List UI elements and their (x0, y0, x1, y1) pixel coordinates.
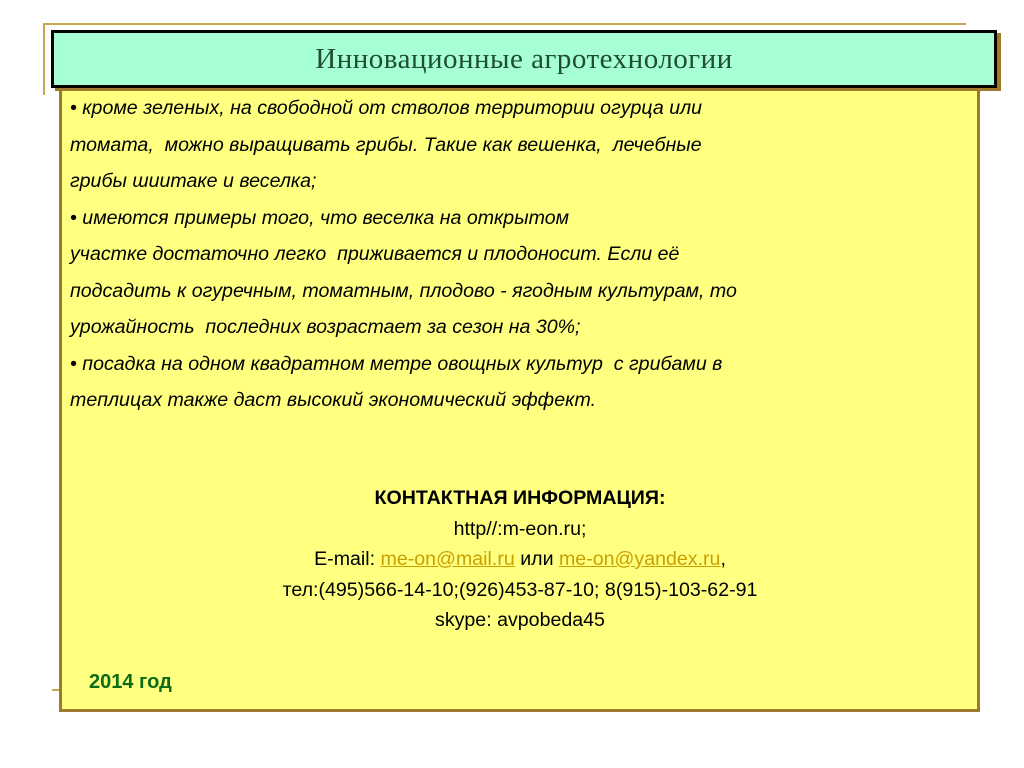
body-line: теплицах также даст высокий экономический эффект. (70, 389, 597, 411)
contact-phones: тел:(495)566-14-10;(926)453-87-10; 8(915)-103-62-91 (282, 578, 758, 601)
email-link-mail[interactable]: me-on@mail.ru (380, 548, 515, 570)
contact-skype: skype: avpobeda45 (435, 609, 605, 631)
frame-line-top (44, 23, 966, 25)
email-separator: или (514, 548, 559, 570)
contact-email-line (70, 544, 970, 575)
body-text (70, 90, 960, 419)
year-label: 2014 год (89, 671, 172, 693)
body-line: участке достаточно легко приживается и плодоносит. Если её (70, 243, 680, 265)
body-line: подсадить к огуречным, томатным, плодово - ягодным культурам, то (70, 279, 737, 302)
email-link-yandex[interactable]: me-on@yandex.ru (558, 548, 721, 570)
email-label: E-mail: (314, 548, 381, 570)
slide-title: Инновационные агротехнологии (315, 42, 733, 75)
body-line: томата, можно выращивать грибы. Такие как вешенка, лечебные (70, 133, 702, 156)
body-line: • посадка на одном квадратном метре овощных культур с грибами в (70, 352, 723, 375)
contact-website: http//:m-eon.ru; (453, 517, 587, 540)
body-line: • имеются примеры того, что веселка на открытом (70, 206, 570, 229)
body-line: урожайность последних возрастает за сезон на 30%; (70, 316, 581, 338)
contact-heading: КОНТАКТНАЯ ИНФОРМАЦИЯ: (374, 487, 666, 509)
body-line: грибы шиитаке и веселка; (70, 170, 317, 192)
frame-line-left (43, 23, 45, 95)
email-suffix: , (720, 548, 726, 570)
title-bar (51, 30, 997, 88)
body-line: • кроме зеленых, на свободной от стволов территории огурца или (70, 97, 703, 119)
contact-block (70, 483, 970, 636)
